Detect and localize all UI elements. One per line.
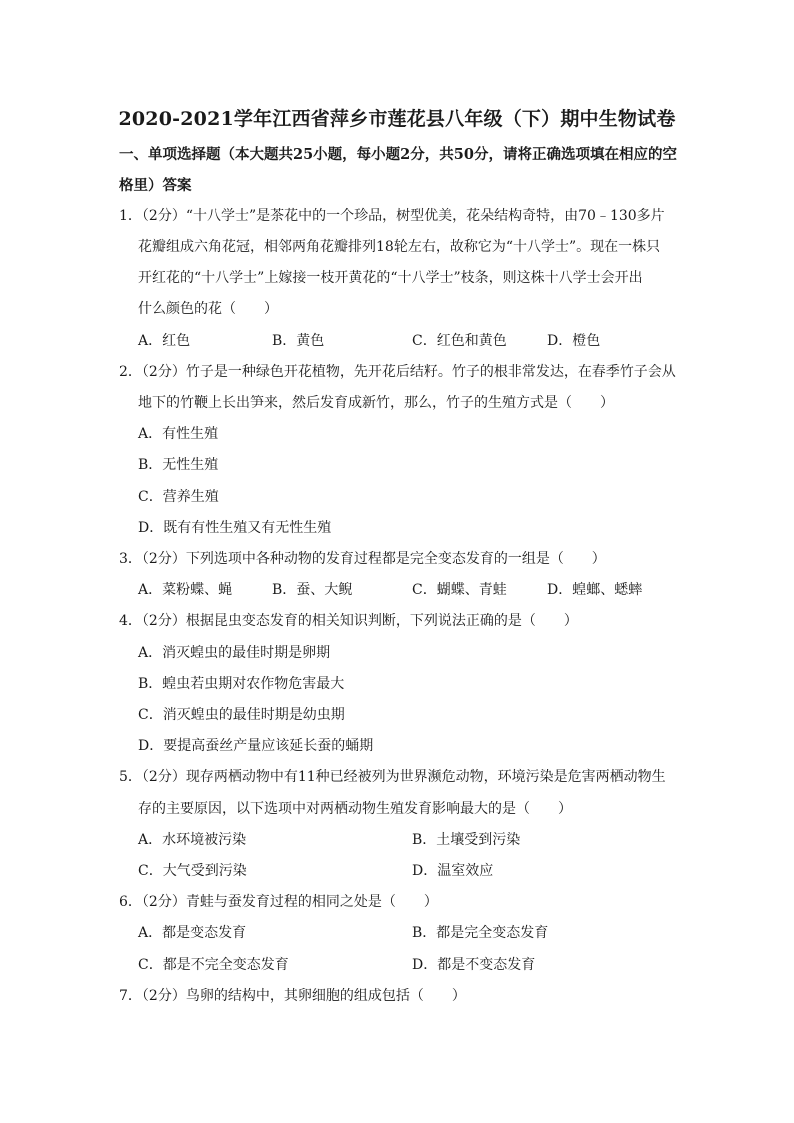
question-3-line-1: 3．（2分）下列选项中各种动物的发育过程都是完全变态发育的一组是（ ） (119, 551, 606, 567)
question-2-option-d: D．既有有性生殖又有无性生殖 (138, 520, 332, 536)
question-6-option-b: B．都是完全变态发育 (412, 925, 549, 941)
question-1-line-2: 花瓣组成六角花冠，相邻两角花瓣排列18轮左右，故称它为“十八学士”。现在一株只 (138, 239, 661, 255)
question-4-option-b: B．蝗虫若虫期对农作物危害最大 (138, 676, 345, 692)
question-3-option-b: B．蚕、大鲵 (272, 582, 353, 598)
question-2-line-2: 地下的竹鞭上长出笋来，然后发育成新竹，那么，竹子的生殖方式是（ ） (138, 395, 614, 411)
question-4-option-d: D．要提高蚕丝产量应该延长蚕的蛹期 (138, 738, 374, 754)
question-5-line-1: 5．（2分）现存两栖动物中有11种已经被列为世界濒危动物，环境污染是危害两栖动物生 (119, 769, 666, 785)
question-6-option-a: A．都是变态发育 (138, 925, 247, 941)
question-5-option-d: D．温室效应 (412, 863, 494, 879)
question-1-option-a: A．红色 (138, 333, 191, 349)
question-3-option-d: D．蝗螂、蟋蟀 (547, 582, 643, 598)
question-5-option-a: A．水环境被污染 (138, 832, 247, 848)
question-4-option-c: C．消灭蝗虫的最佳时期是幼虫期 (138, 707, 345, 723)
question-7-line-1: 7．（2分）鸟卵的结构中，其卵细胞的组成包括（ ） (119, 988, 466, 1004)
question-3-option-a: A．菜粉蝶、蝇 (138, 582, 233, 598)
question-1-option-d: D．橙色 (547, 333, 601, 349)
question-4-line-1: 4．（2分）根据昆虫变态发育的相关知识判断，下列说法正确的是（ ） (119, 613, 578, 629)
question-2-option-b: B．无性生殖 (138, 457, 219, 473)
question-1-line-4: 什么颜色的花（ ） (138, 301, 278, 317)
question-2-option-c: C．营养生殖 (138, 489, 219, 505)
question-4-option-a: A．消灭蝗虫的最佳时期是卵期 (138, 645, 331, 661)
question-2-option-a: A．有性生殖 (138, 426, 219, 442)
question-1-option-c: C．红色和黄色 (412, 333, 507, 349)
question-5-option-b: B．土壤受到污染 (412, 832, 521, 848)
question-2-line-1: 2．（2分）竹子是一种绿色开花植物，先开花后结籽。竹子的根非常发达，在春季竹子会从 (119, 364, 676, 380)
section-heading: 一、单项选择题（本大题共25小题，每小题2分，共50分，请将正确选项填在相应的空格里）答案 (119, 146, 677, 194)
question-1-line-1: 1．（2分）“十八学士”是茶花中的一个珍品，树型优美，花朵结构奇特，由70﹣130多片 (119, 208, 665, 224)
question-3-option-c: C．蝴蝶、青蛙 (412, 582, 507, 598)
question-6-option-d: D．都是不变态发育 (412, 957, 536, 973)
page-title: 2020-2021学年江西省萍乡市莲花县八年级（下）期中生物试卷 (118, 108, 676, 130)
question-5-line-2: 存的主要原因，以下选项中对两栖动物生殖发育影响最大的是（ ） (138, 801, 572, 817)
question-5-option-c: C．大气受到污染 (138, 863, 247, 879)
question-1-line-3: 开红花的“十八学士”上嫁接一枝开黄花的“十八学士”枝条，则这株十八学士会开出 (138, 270, 643, 286)
question-6-option-c: C．都是不完全变态发育 (138, 957, 289, 973)
question-6-line-1: 6．（2分）青蛙与蚕发育过程的相同之处是（ ） (119, 894, 438, 910)
question-1-option-b: B．黄色 (272, 333, 325, 349)
